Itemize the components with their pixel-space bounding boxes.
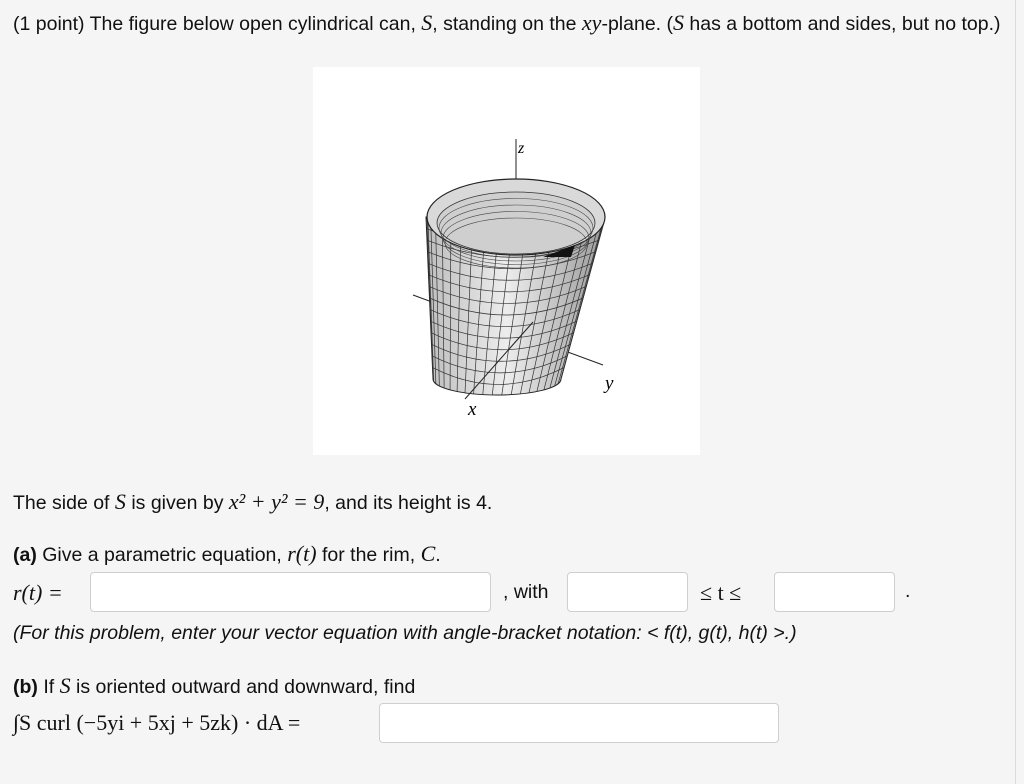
rim-text: for the rim, — [321, 544, 416, 566]
side-description — [13, 489, 492, 515]
integral-expression — [13, 710, 300, 736]
intro-mid: , standing on the — [432, 13, 577, 35]
t-range-label — [700, 580, 741, 606]
cylinder-plot — [313, 67, 700, 455]
part-b-prompt — [13, 673, 415, 699]
rim-symbol: C — [420, 541, 436, 566]
integral-answer-input[interactable] — [379, 703, 779, 743]
part-b-prefix: If — [43, 676, 55, 698]
side-equation: x² + y² = 9 — [228, 489, 325, 514]
part-a-prompt — [13, 541, 441, 567]
t-lower-bound-input[interactable] — [567, 572, 688, 612]
plane-symbol: xy — [581, 10, 602, 35]
y-axis-label: y — [605, 373, 614, 394]
side-suffix: , and its height is 4. — [324, 492, 493, 514]
x-axis-label: x — [468, 399, 477, 420]
part-b-surface: S — [59, 673, 71, 698]
intro-note: has a bottom and sides, but no top.) — [684, 13, 1001, 35]
r-equals-label — [13, 580, 63, 606]
z-axis-label: z — [518, 140, 525, 157]
part-a-text: Give a parametric equation, — [42, 544, 282, 566]
part-a-period: . — [435, 544, 441, 566]
intro-plane-suffix: -plane. ( — [601, 13, 673, 35]
r-equals: r(t) = — [13, 580, 63, 605]
part-b-label: (b) — [13, 676, 38, 698]
side-surface: S — [114, 489, 126, 514]
intro-prefix: (1 point) The figure below open cylindrical can, — [13, 13, 416, 35]
surface-integral: ∫S curl (−5yi + 5xj + 5zk) · dA = — [13, 710, 301, 735]
surface-symbol: S — [421, 10, 433, 35]
part-a-label: (a) — [13, 544, 37, 566]
with-label: , with — [503, 581, 549, 603]
side-mid: is given by — [131, 492, 224, 514]
r-of-t-symbol: r(t) — [287, 541, 317, 566]
cylinder-figure — [313, 67, 700, 455]
t-upper-bound-input[interactable] — [774, 572, 895, 612]
problem-intro — [13, 8, 1003, 39]
part-b-suffix: is oriented outward and downward, find — [76, 676, 416, 698]
side-prefix: The side of — [13, 492, 110, 514]
t-range: ≤ t ≤ — [700, 580, 742, 605]
surface-symbol-2: S — [673, 10, 684, 35]
notation-note: (For this problem, enter your vector equation with angle-bracket notation: < f(t), g(t), h(t) >.) — [13, 622, 797, 644]
r-equation-input[interactable] — [90, 572, 491, 612]
end-dot: . — [905, 580, 911, 602]
cylinder-inner-wall — [437, 192, 595, 254]
